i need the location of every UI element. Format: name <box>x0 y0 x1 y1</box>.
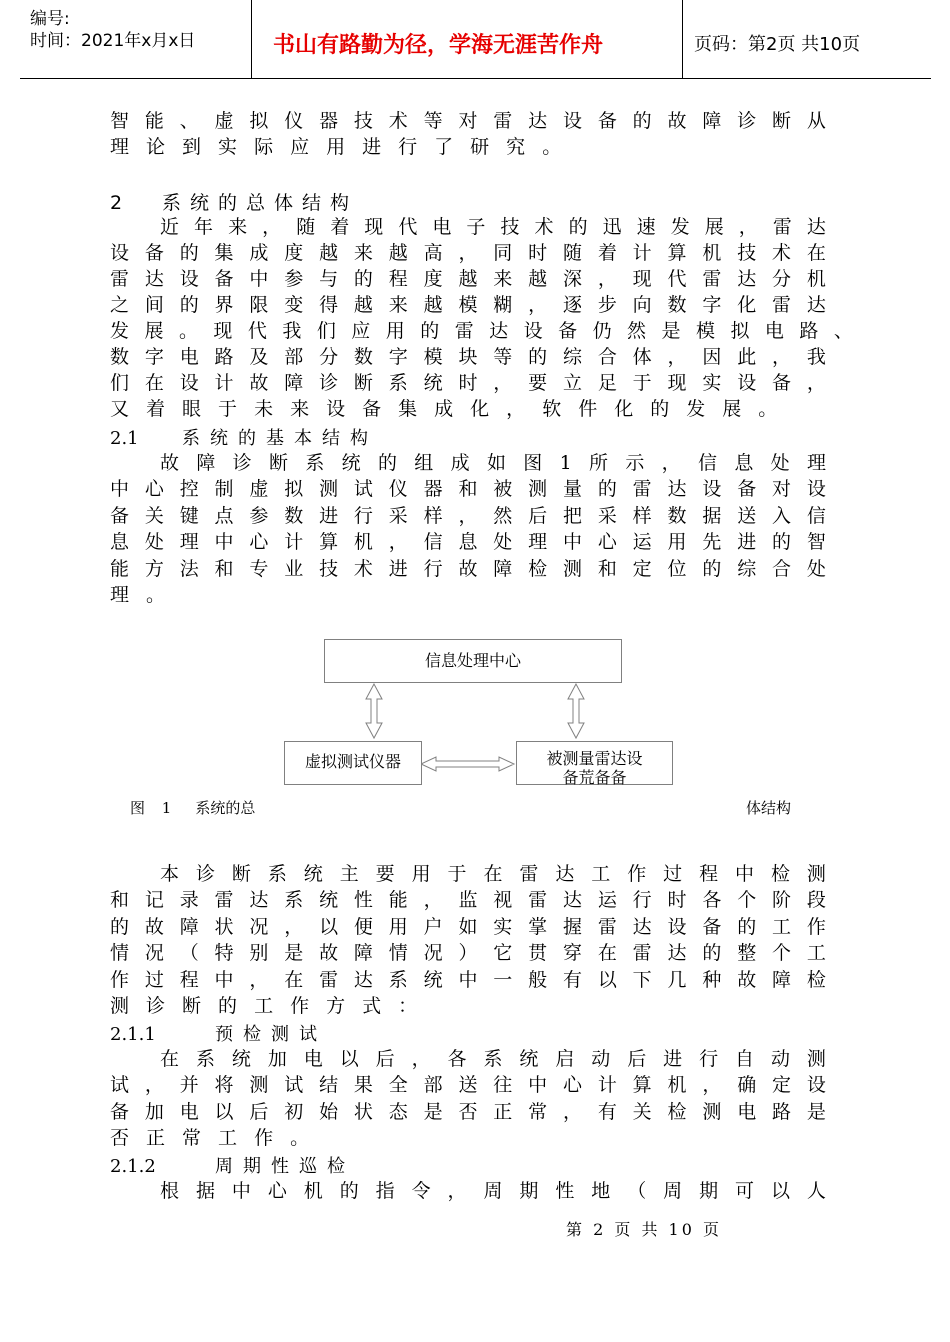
paragraph-line: 能 方 法 和 专 业 技 术 进 行 故 障 检 测 和 定 位 的 综 合 处 <box>110 558 826 580</box>
section-heading <box>110 188 358 215</box>
subsection-title: 系统的基本结构 <box>182 428 378 449</box>
radar-equipment-box <box>516 741 673 785</box>
subsection-heading <box>110 424 378 450</box>
paragraph-line: 根 据 中 心 机 的 指 令 ， 周 期 性 地 （ 周 期 可 以 人 <box>160 1180 826 1202</box>
header-page-number: 页码：第2页 共10页 <box>694 34 861 55</box>
paragraph-line: 作 过 程 中 ， 在 雷 达 系 统 中 一 般 有 以 下 几 种 故 障 检 <box>110 969 826 991</box>
double-arrow-horizontal <box>421 757 514 771</box>
paragraph-line: 测 诊 断 的 工 作 方 式 ： <box>110 995 418 1017</box>
paragraph-line: 理 。 <box>110 584 166 606</box>
paragraph-line: 雷 达 设 备 中 参 与 的 程 度 越 来 越 深 ， 现 代 雷 达 分 机 <box>110 268 826 290</box>
paragraph-line: 本 诊 断 系 统 主 要 用 于 在 雷 达 工 作 过 程 中 检 测 <box>160 863 826 885</box>
paragraph-line: 情 况 （ 特 别 是 故 障 情 况 ） 它 贯 穿 在 雷 达 的 整 个 工 <box>110 942 826 964</box>
paragraph-line: 之 间 的 界 限 变 得 越 来 越 模 糊 ， 逐 步 向 数 字 化 雷 达 <box>110 294 826 316</box>
paragraph-line: 和 记 录 雷 达 系 统 性 能 ， 监 视 雷 达 运 行 时 各 个 阶 段 <box>110 889 826 911</box>
header-divider <box>682 0 683 78</box>
date-label: 时间：2021年x月x日 <box>30 31 196 51</box>
paragraph-line: 的 故 障 状 况 ， 以 便 用 户 如 实 掌 握 雷 达 设 备 的 工 作 <box>110 916 826 938</box>
subsection-heading <box>110 1152 355 1178</box>
paragraph-line: 备 加 电 以 后 初 始 状 态 是 否 正 常 ， 有 关 检 测 电 路 是 <box>110 1101 826 1123</box>
paragraph-line: 息 处 理 中 心 计 算 机 ， 信 息 处 理 中 心 运 用 先 进 的 智 <box>110 531 826 553</box>
paragraph-line: 又 着 眼 于 未 来 设 备 集 成 化 ， 软 件 化 的 发 展 。 <box>110 398 778 420</box>
figure-number: 图 1 <box>130 799 178 817</box>
subsection-title: 周期性巡检 <box>215 1156 355 1177</box>
section-number: 2 <box>110 192 123 214</box>
subsection-heading <box>110 1020 327 1046</box>
page-header <box>20 0 931 79</box>
subsection-title: 预检测试 <box>215 1024 327 1045</box>
paragraph-line: 们 在 设 计 故 障 诊 断 系 统 时 ， 要 立 足 于 现 实 设 备 ， <box>110 372 826 394</box>
radar-box-line-1: 被测量雷达设 <box>546 749 643 768</box>
radar-box-line-2: 备荒备备 <box>562 768 627 787</box>
system-structure-diagram <box>0 620 950 820</box>
paragraph-line: 在 系 统 加 电 以 后 ， 各 系 统 启 动 后 进 行 自 动 测 <box>160 1048 826 1070</box>
paragraph-line: 故 障 诊 断 系 统 的 组 成 如 图 1 所 示 ， 信 息 处 理 <box>160 452 826 474</box>
paragraph-line: 理 论 到 实 际 应 用 进 行 了 研 究 。 <box>110 136 562 158</box>
header-motto: 书山有路勤为径，学海无涯苦作舟 <box>273 33 604 58</box>
double-arrow-vertical-left <box>366 684 382 738</box>
paragraph-line: 否 正 常 工 作 。 <box>110 1127 310 1149</box>
document-number-label: 编号: <box>30 9 70 29</box>
paragraph-line: 备 关 键 点 参 数 进 行 采 样 ， 然 后 把 采 样 数 据 送 入 信 <box>110 505 826 527</box>
section-title: 系统的总体结构 <box>162 192 359 214</box>
paragraph-line: 智 能 、 虚 拟 仪 器 技 术 等 对 雷 达 设 备 的 故 障 诊 断 从 <box>110 110 826 132</box>
page-footer: 第 2 页 共 10 页 <box>566 1220 722 1239</box>
paragraph-line: 近 年 来 ， 随 着 现 代 电 子 技 术 的 迅 速 发 展 ， 雷 达 <box>160 216 826 238</box>
virtual-test-instrument-box: 虚拟测试仪器 <box>284 741 422 785</box>
subsection-number: 2.1.2 <box>110 1156 156 1177</box>
paragraph-line: 发 展 。 现 代 我 们 应 用 的 雷 达 设 备 仍 然 是 模 拟 电 路 、 <box>110 320 853 342</box>
paragraph-line: 中 心 控 制 虚 拟 测 试 仪 器 和 被 测 量 的 雷 达 设 备 对 设 <box>110 478 826 500</box>
figure-caption-right: 体结构 <box>746 799 792 817</box>
caption-text-left: 系统的总 <box>195 799 256 817</box>
double-arrow-vertical-right <box>568 684 584 738</box>
paragraph-line: 设 备 的 集 成 度 越 来 越 高 ， 同 时 随 着 计 算 机 技 术 在 <box>110 242 826 264</box>
paragraph-line: 数 字 电 路 及 部 分 数 字 模 块 等 的 综 合 体 ， 因 此 ， 我 <box>110 346 826 368</box>
subsection-number: 2.1.1 <box>110 1024 156 1045</box>
subsection-number: 2.1 <box>110 428 139 449</box>
paragraph-line: 试 ， 并 将 测 试 结 果 全 部 送 往 中 心 计 算 机 ， 确 定 设 <box>110 1074 826 1096</box>
info-processing-center-box: 信息处理中心 <box>324 639 622 683</box>
header-divider <box>251 0 252 78</box>
figure-caption-left <box>130 797 255 818</box>
